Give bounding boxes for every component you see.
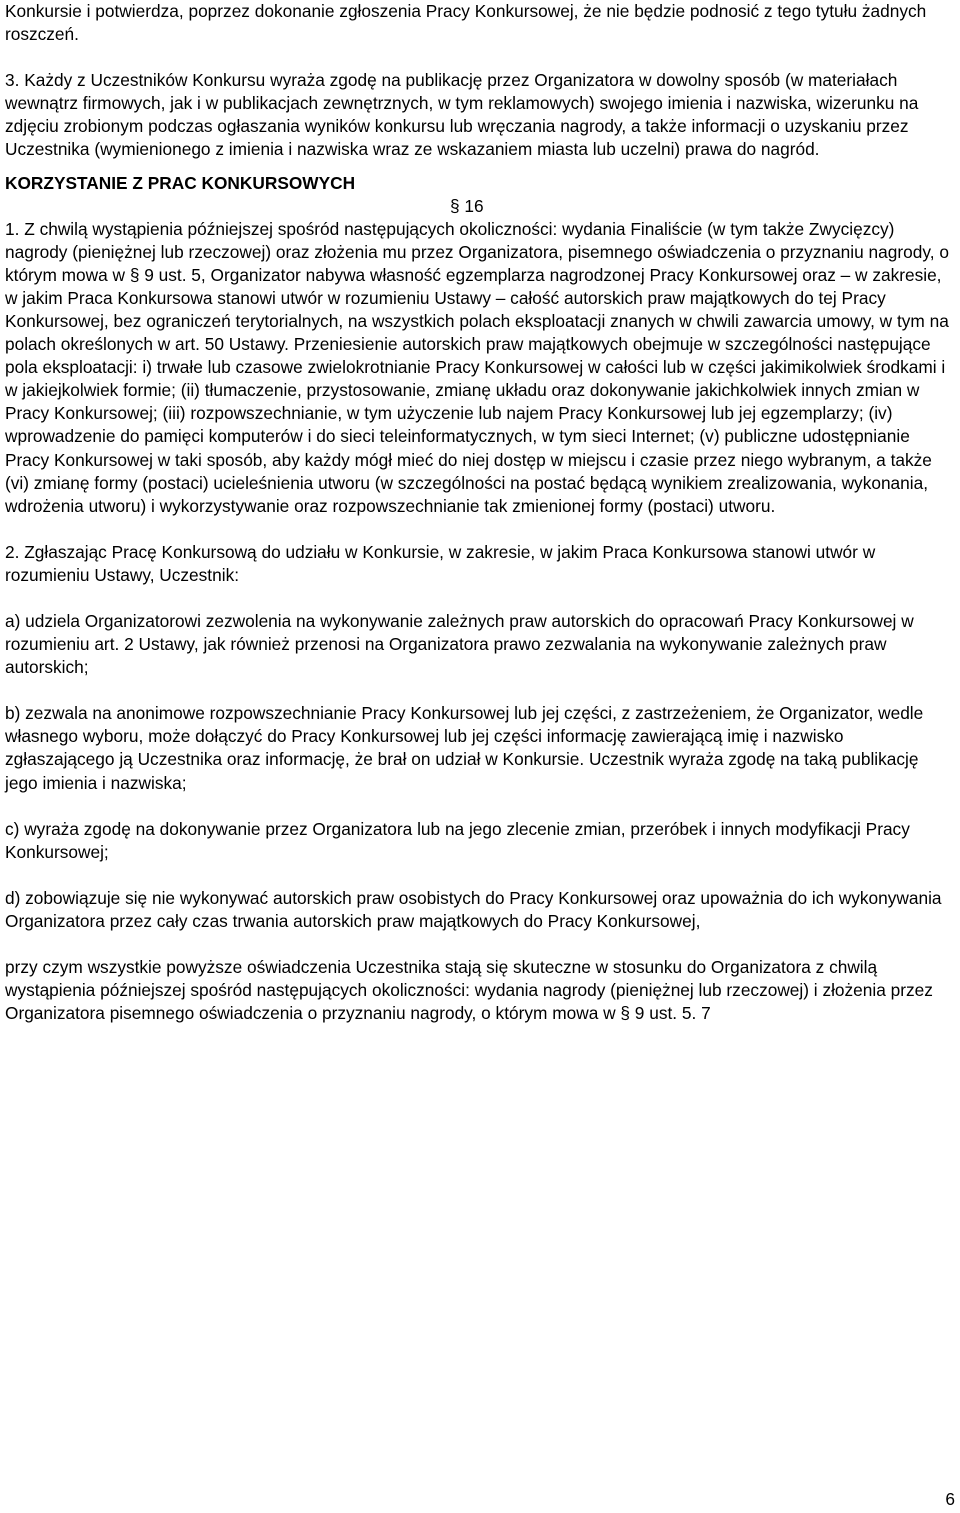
paragraph-1: 1. Z chwilą wystąpienia późniejszej spośród następujących okoliczności: wydania Finaliście (w tym także Zwycięzcy) nagrody (pieniężnej lub rzeczowej) oraz złożenia mu przez Organizatora, pisemnego oświadczenia o przyznaniu nagrody, o którym mowa w § 9 ust. 5, Organizator nabywa własność egzemplarza nagrodzonej Pracy Konkursowej oraz – w zakresie, w jakim Praca Konkursowa stanowi utwór w rozumieniu Ustawy – całość autorskich praw majątkowych do tej Pracy Konkursowej, bez ograniczeń terytorialnych, na wszystkich polach eksploatacji znanych w chwili zawarcia umowy, w tym na polach określonych w art. 50 Ustawy. Przeniesienie autorskich praw majątkowych obejmuje w szczególności następujące pola eksploatacji: i) trwałe lub czasowe zwielokrotnianie Pracy Konkursowej w całości lub w części jakimikolwiek środkami i w jakiejkolwiek formie; (ii) tłumaczenie, przystosowanie, zmianę układu oraz dokonywanie jakichkolwiek innych zmian w Pracy Konkursowej; (iii) rozpowszechnianie, w tym użyczenie lub najem Pracy Konkursowej lub jej egzemplarzy; (iv) wprowadzenie do pamięci komputerów i do sieci teleinformatycznych, w tym sieci Internet; (v) publiczne udostępnianie Pracy Konkursowej w taki sposób, aby każdy mógł mieć do niej dostęp w miejscu i czasie przez niego wybranym, a także (vi) zmianę formy (postaci) ucieleśnienia utworu (w szczególności na postać będącą wynikiem zrealizowania, wykonania, wdrożenia utworu) i wykorzystywanie oraz rozpowszechnianie tak zmienionej formy (postaci) utworu. (5, 218, 949, 516)
list-item-c: c) wyraża zgodę na dokonywanie przez Organizatora lub na jego zlecenie zmian, przeróbek i innych modyfikacji Pracy Konkursowej; (5, 818, 910, 862)
section-heading: KORZYSTANIE Z PRAC KONKURSOWYCH (5, 172, 356, 193)
closing-paragraph: przy czym wszystkie powyższe oświadczenia Uczestnika stają się skuteczne w stosunku do Organizatora z chwilą wystąpienia późniejszej spośród następujących okoliczności: wydania nagrody (pieniężnej lub rzeczowej) i złożenia przez Organizatora pisemnego oświadczenia o przyznaniu nagrody, o którym mowa w § 9 ust. 5. 7 (5, 957, 933, 1024)
page-number: 6 (945, 1489, 955, 1509)
list-item-a: a) udziela Organizatorowi zezwolenia na wykonywanie zależnych praw autorskich do opracowań Pracy Konkursowej w rozumieniu art. 2 Ustawy, jak również przenosi na Organizatora prawo zezwalania na wykonywanie zależnych praw autorskich; (5, 610, 914, 678)
paragraph-2: 2. Zgłaszając Pracę Konkursową do udziału w Konkursie, w zakresie, w jakim Praca Konkursowa stanowi utwór w rozumieniu Ustawy, Uczestnik: (5, 541, 876, 585)
point-3-paragraph: 3. Każdy z Uczestników Konkursu wyraża zgodę na publikację przez Organizatora w dowolny sposób (w materiałach wewnątrz firmowych, jak i w publikacjach zewnętrznych, w tym reklamowych) swojego imienia i nazwiska, wizerunku na zdjęciu zrobionym podczas ogłaszania wyników konkursu lub wręczania nagrody, a także informacji o uzyskaniu przez Uczestnika (wymienionego z imienia i nazwiska wraz ze wskazaniem miasta lub uczelni) prawa do nagród. (5, 70, 919, 160)
intro-paragraph: Konkursie i potwierdza, poprzez dokonanie zgłoszenia Pracy Konkursowej, że nie będzie podnosić z tego tytułu żadnych roszczeń. (5, 1, 927, 45)
document-page (5, 0, 955, 1025)
list-item-b: b) zezwala na anonimowe rozpowszechnianie Pracy Konkursowej lub jej części, z zastrzeżeniem, że Organizator, wedle własnego wyboru, może dołączyć do Pracy Konkursowej lub jej części informację zawierającą imię i nazwisko zgłaszającego ją Uczestnika oraz informację, że brał on udział w Konkursie. Uczestnik wyraża zgodę na taką publikację jego imienia i nazwiska; (5, 703, 924, 793)
section-number: § 16 (450, 195, 484, 216)
list-item-d: d) zobowiązuje się nie wykonywać autorskich praw osobistych do Pracy Konkursowej oraz upoważnia do ich wykonywania Organizatora przez cały czas trwania autorskich praw majątkowych do Pracy Konkursowej, (5, 887, 942, 931)
